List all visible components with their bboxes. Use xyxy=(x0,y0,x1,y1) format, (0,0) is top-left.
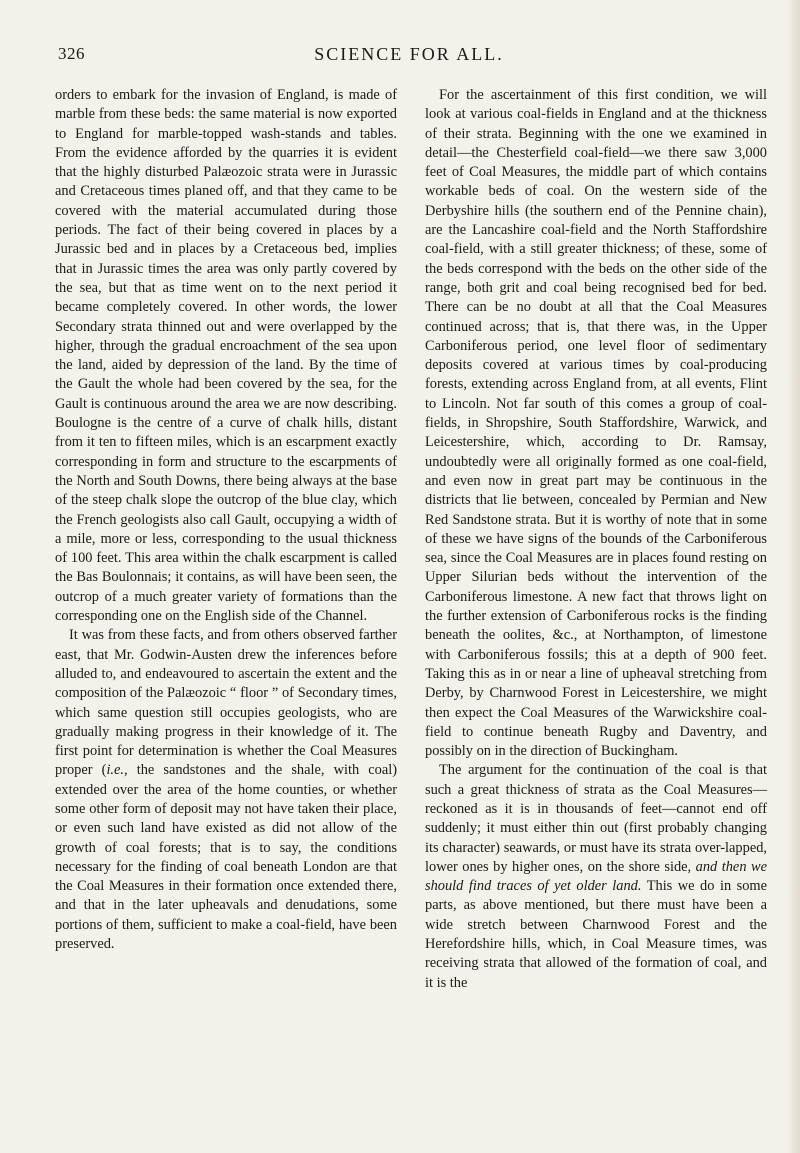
text-columns xyxy=(55,86,767,993)
page-header xyxy=(58,44,760,68)
right-paragraph-1: For the ascertainment of this first condition, we will look at various coal-fields in England and at the thickness of their strata. Beginning with the one we examined in detail—the Chesterfield coal-field—we there saw 3,000 feet of Coal Measures, the middle part of which contains workable beds of coal. On the western side of the Derbyshire hills (the southern end of the Pennine chain), are the Lancashire coal-field and the North Staffordshire coal-field, with a still greater thickness; of these, some of the beds correspond with the beds on the other side of the range, both grit and coal being recognised bed for bed. There can be no doubt at all that the Coal Measures continued across; that is, that there was, in the Upper Carboniferous period, one level floor of sedimentary deposits covered at various times by coal-producing forests, extending across England from, at all events, Flint to Lincoln. Not far south of this comes a group of coal-fields, in Shropshire, South Staffordshire, Warwick, and Leicestershire, which, according to Dr. Ramsay, undoubtedly were all originally formed as one coal-field, and even now in great part may be continuous in the districts that lie between, concealed by Permian and New Red Sandstone strata. But it is worthy of note that in some of these we have signs of the bounds of the Carboniferous sea, since the Coal Measures are in places found resting on Upper Silurian beds without the intervention of the Carboniferous limestone. A new fact that throws light on the further extension of Carboniferous rocks is the finding beneath the oolites, &c., at Northampton, of limestone with Carboniferous fossils; this at a depth of 900 feet. Taking this as in or near a line of upheaval stretching from Derby, by Charnwood Forest in Leicestershire, we might then expect the Coal Measures of the Warwickshire coal-field to continue beneath Rugby and Daventry, and possibly on in the direction of Buckingham. xyxy=(425,87,767,760)
left-paragraph-2: It was from these facts, and from others observed farther east, that Mr. Godwin-Austen drew the inferences before alluded to, and endeavoured to ascertain the extent and the composition of the Palæozoic “ floor ” of Secondary times, which same question still occupies geologists, who are gradually making progress in their knowledge of it. The first point for determination is whether the Coal Measures proper (i.e., the sandstones and the shale, with coal) extended over the area of the home counties, or whether some other form of deposit may not have taken their place, or even such land have existed as did not allow of the growth of coal forests; that is to say, the conditions necessary for the finding of coal beneath London are that the Coal Measures in their formation once extended there, and that in the later upheavals and denudations, some portions of them, sufficient to make a coal-field, have been preserved. xyxy=(55,627,397,953)
ie-abbrev: i.e. xyxy=(106,762,125,779)
left-column xyxy=(55,86,397,993)
page-number: 326 xyxy=(58,44,85,63)
right-column xyxy=(425,86,767,993)
right-paragraph-2: The argument for the continuation of the coal is that such a great thickness of strata as the Coal Measures—reckoned as it is in thousands of feet—cannot end off suddenly; it must either thin out (first probably changing its character) seawards, or must have its strata over-lapped, lower ones by higher ones, on the shore side, and then we should find traces of yet older land. This we do in some parts, as above mentioned, but there must have been a wide stretch between Charnwood Forest and the Herefordshire hills, which, in Coal Measure times, was receiving strata that allowed of the formation of coal, and it is the xyxy=(425,762,768,991)
left-paragraph-1: orders to embark for the invasion of England, is made of marble from these beds: the same material is now exported to England for marble-topped wash-stands and tables. From the evidence afforded by the quarries it is evident that the highly disturbed Palæozoic strata were in Jurassic and Cretaceous times planed off, and that they came to be covered with the material accumulated during those periods. The fact of their being covered in places by a Jurassic bed and in places by a Cretaceous bed, implies that in Jurassic times the area was only partly covered by the sea, but that as time went on to the next period it became completely covered. In other words, the lower Secondary strata thinned out and were overlapped by the higher, through the gradual encroachment of the sea upon the land, aided by depression of the land. By the time of the Gault the whole had been covered by the sea, for the Gault is continuous around the area we are now describing. Boulogne is the centre of a curve of chalk hills, distant from it ten to fifteen miles, which is an escarpment exactly corresponding in form and structure to the escarpments of the North and South Downs, there being always at the base of the steep chalk slope the outcrop of the blue clay, which the French geologists also call Gault, occupying a width of a mile, more or less, corresponding to the usual thickness of 100 feet. This area within the chalk escarpment is called the Bas Boulonnais; it contains, as will have been seen, the outcrop of a much greater variety of formations than the corresponding one on the English side of the Channel. xyxy=(55,87,397,625)
page-edge-shadow xyxy=(786,0,800,1153)
italic-phrase: and then we should find traces of yet older land. xyxy=(425,858,767,895)
running-title: SCIENCE FOR ALL. xyxy=(314,44,504,64)
